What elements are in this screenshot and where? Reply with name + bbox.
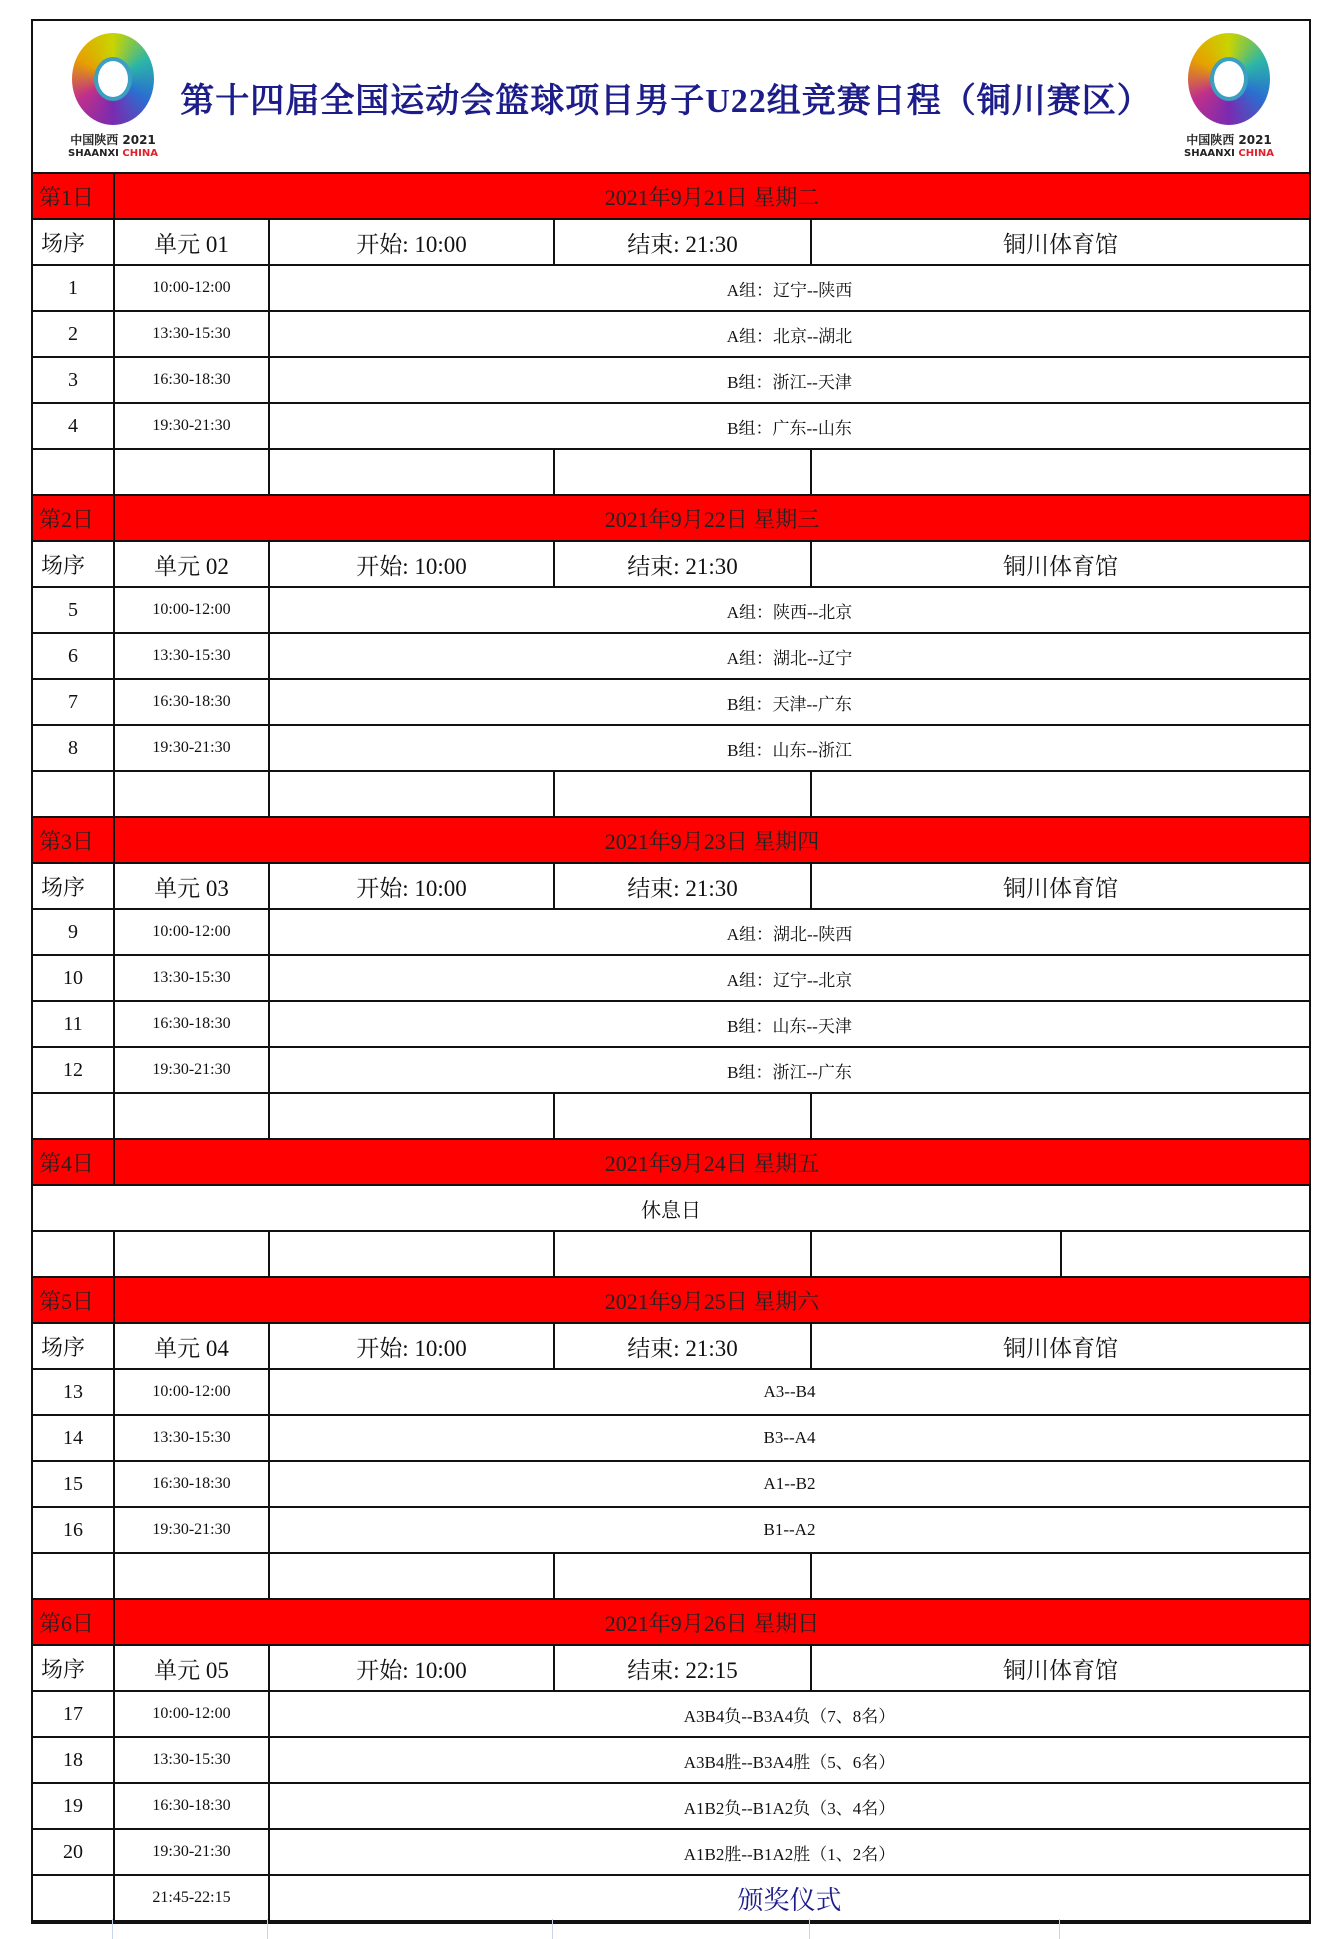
venue-name: 铜川体育馆 [1003,1657,1118,1683]
games-logo-right [1179,33,1279,159]
empty-cell [115,1554,270,1598]
match-number: 5 [33,588,115,632]
logo-subtext: SHAANXI CHINA [1184,148,1274,159]
match-number: 8 [33,726,115,770]
match-number: 13 [33,1370,115,1414]
day-header-row [33,818,1309,864]
empty-cell [812,450,1309,494]
match-row [33,1692,1309,1738]
empty-cell [555,772,812,816]
schedule-sheet [31,19,1311,1924]
page-title: 第十四届全国运动会篮球项目男子U22组竞赛日程（铜川赛区） [180,83,1152,120]
match-row [33,1738,1309,1784]
blank-row [33,772,1309,818]
unit-header-row [33,1646,1309,1692]
day-label: 第4日 [33,1140,115,1184]
games-logo-left [63,33,163,159]
match-teams: A组：辽宁--陕西 [726,280,853,300]
match-teams: B组：浙江--广东 [727,1062,852,1082]
match-row [33,1370,1309,1416]
blank-row [33,1094,1309,1140]
order-header: 场序 [33,220,115,264]
order-header: 场序 [33,1324,115,1368]
match-time: 16:30-18:30 [115,1462,270,1506]
order-header: 场序 [33,542,115,586]
empty-cell [270,1232,555,1276]
match-number: 14 [33,1416,115,1460]
venue-name: 铜川体育馆 [1003,875,1118,901]
empty-cell [33,450,115,494]
logo-emblem-icon [1188,33,1270,125]
match-row [33,1002,1309,1048]
match-time: 19:30-21:30 [115,1048,270,1092]
day-header-row [33,1278,1309,1324]
match-time: 10:00-12:00 [115,1692,270,1736]
logo-text: 中国陕西 2021 [70,133,156,147]
match-number: 2 [33,312,115,356]
ceremony-time: 21:45-22:15 [115,1876,270,1920]
match-row [33,312,1309,358]
rest-day-row [33,1186,1309,1232]
empty-cell [555,1094,812,1138]
ceremony-label: 颁奖仪式 [737,1885,842,1915]
end-time: 结束: 21:30 [555,864,812,908]
blank-row [33,1554,1309,1600]
unit-header-row [33,542,1309,588]
match-time: 19:30-21:30 [115,1508,270,1552]
match-time: 13:30-15:30 [115,956,270,1000]
match-time: 16:30-18:30 [115,358,270,402]
day-header-row [33,174,1309,220]
match-teams: A1B2负--B1A2负（3、4名） [683,1798,896,1818]
match-number: 10 [33,956,115,1000]
order-header: 场序 [33,864,115,908]
day-label: 第6日 [33,1600,115,1644]
empty-cell [115,772,270,816]
logo-emblem-icon [72,33,154,125]
empty-cell [812,772,1309,816]
match-time: 13:30-15:30 [115,1416,270,1460]
match-row [33,726,1309,772]
match-number: 1 [33,266,115,310]
unit-label: 单元 04 [115,1324,270,1368]
match-number: 20 [33,1830,115,1874]
empty-cell [812,1094,1309,1138]
match-time: 19:30-21:30 [115,404,270,448]
empty-cell [115,1094,270,1138]
match-number: 6 [33,634,115,678]
match-time: 19:30-21:30 [115,726,270,770]
empty-cell [33,1094,115,1138]
empty-cell [33,1876,115,1920]
unit-label: 单元 05 [115,1646,270,1690]
day-date: 2021年9月25日 星期六 [604,1288,820,1314]
start-time: 开始: 10:00 [270,220,555,264]
match-row [33,1830,1309,1876]
match-number: 11 [33,1002,115,1046]
unit-header-row [33,1324,1309,1370]
match-teams: A1B2胜--B1A2胜（1、2名） [683,1844,896,1864]
empty-grid-row [31,1919,1311,1939]
empty-cell [555,1232,812,1276]
match-time: 13:30-15:30 [115,1738,270,1782]
empty-cell [270,1554,555,1598]
empty-cell [115,1232,270,1276]
match-teams: A组：湖北--陕西 [726,924,853,944]
logo-text: 中国陕西 2021 [1186,133,1272,147]
match-number: 12 [33,1048,115,1092]
match-row [33,588,1309,634]
start-time: 开始: 10:00 [270,542,555,586]
empty-cell [555,1554,812,1598]
empty-cell [270,450,555,494]
end-time: 结束: 21:30 [555,220,812,264]
match-time: 16:30-18:30 [115,680,270,724]
start-time: 开始: 10:00 [270,864,555,908]
empty-cell [33,1232,115,1276]
venue-name: 铜川体育馆 [1003,1335,1118,1361]
match-row [33,956,1309,1002]
match-number: 15 [33,1462,115,1506]
empty-cell [33,1554,115,1598]
unit-header-row [33,864,1309,910]
match-teams: B组：广东--山东 [727,418,852,438]
match-row [33,634,1309,680]
day-date: 2021年9月22日 星期三 [604,506,820,532]
match-time: 10:00-12:00 [115,588,270,632]
match-teams: A3--B4 [763,1382,816,1401]
unit-label: 单元 01 [115,220,270,264]
day-label: 第2日 [33,496,115,540]
empty-cell [555,450,812,494]
match-teams: B组：浙江--天津 [727,372,852,392]
match-time: 10:00-12:00 [115,910,270,954]
unit-header-row [33,220,1309,266]
match-number: 4 [33,404,115,448]
match-teams: A1--B2 [763,1474,816,1493]
match-row [33,1416,1309,1462]
match-time: 16:30-18:30 [115,1002,270,1046]
unit-label: 单元 02 [115,542,270,586]
match-teams: B1--A2 [763,1520,816,1539]
match-teams: A组：辽宁--北京 [726,970,853,990]
day-date: 2021年9月21日 星期二 [604,184,820,210]
match-teams: A组：湖北--辽宁 [726,648,853,668]
unit-label: 单元 03 [115,864,270,908]
order-header: 场序 [33,1646,115,1690]
match-teams: A组：陕西--北京 [726,602,853,622]
logo-subtext: SHAANXI CHINA [68,148,158,159]
venue-name: 铜川体育馆 [1003,553,1118,579]
day-label: 第3日 [33,818,115,862]
match-row [33,910,1309,956]
blank-row [33,450,1309,496]
match-row [33,1508,1309,1554]
match-number: 7 [33,680,115,724]
ceremony-row [33,1876,1309,1922]
venue-name: 铜川体育馆 [1003,231,1118,257]
end-time: 结束: 22:15 [555,1646,812,1690]
match-number: 16 [33,1508,115,1552]
empty-cell [1062,1232,1309,1276]
match-teams: A组：北京--湖北 [726,326,853,346]
match-teams: A3B4负--B3A4负（7、8名） [683,1706,896,1726]
match-time: 10:00-12:00 [115,266,270,310]
empty-cell [270,1094,555,1138]
end-time: 结束: 21:30 [555,1324,812,1368]
match-teams: B组：天津--广东 [727,694,852,714]
match-time: 19:30-21:30 [115,1830,270,1874]
match-time: 13:30-15:30 [115,312,270,356]
match-teams: B组：山东--浙江 [727,740,852,760]
rest-day-label: 休息日 [641,1199,701,1222]
match-time: 13:30-15:30 [115,634,270,678]
match-time: 10:00-12:00 [115,1370,270,1414]
sheet-header [33,21,1309,174]
match-teams: A3B4胜--B3A4胜（5、6名） [683,1752,896,1772]
start-time: 开始: 10:00 [270,1324,555,1368]
match-row [33,1462,1309,1508]
day-date: 2021年9月24日 星期五 [604,1150,820,1176]
start-time: 开始: 10:00 [270,1646,555,1690]
empty-cell [812,1554,1309,1598]
match-row [33,1784,1309,1830]
day-date: 2021年9月26日 星期日 [604,1610,820,1636]
empty-cell [115,450,270,494]
match-number: 19 [33,1784,115,1828]
match-teams: B组：山东--天津 [727,1016,852,1036]
empty-cell [812,1232,1062,1276]
match-row [33,1048,1309,1094]
empty-cell [33,772,115,816]
day-label: 第5日 [33,1278,115,1322]
match-row [33,680,1309,726]
match-number: 18 [33,1738,115,1782]
match-number: 17 [33,1692,115,1736]
match-row [33,266,1309,312]
match-number: 9 [33,910,115,954]
day-header-row [33,1140,1309,1186]
day-header-row [33,496,1309,542]
day-header-row [33,1600,1309,1646]
end-time: 结束: 21:30 [555,542,812,586]
day-date: 2021年9月23日 星期四 [604,828,820,854]
blank-row [33,1232,1309,1278]
match-time: 16:30-18:30 [115,1784,270,1828]
match-row [33,358,1309,404]
match-number: 3 [33,358,115,402]
match-row [33,404,1309,450]
day-label: 第1日 [33,174,115,218]
empty-cell [270,772,555,816]
match-teams: B3--A4 [763,1428,816,1447]
